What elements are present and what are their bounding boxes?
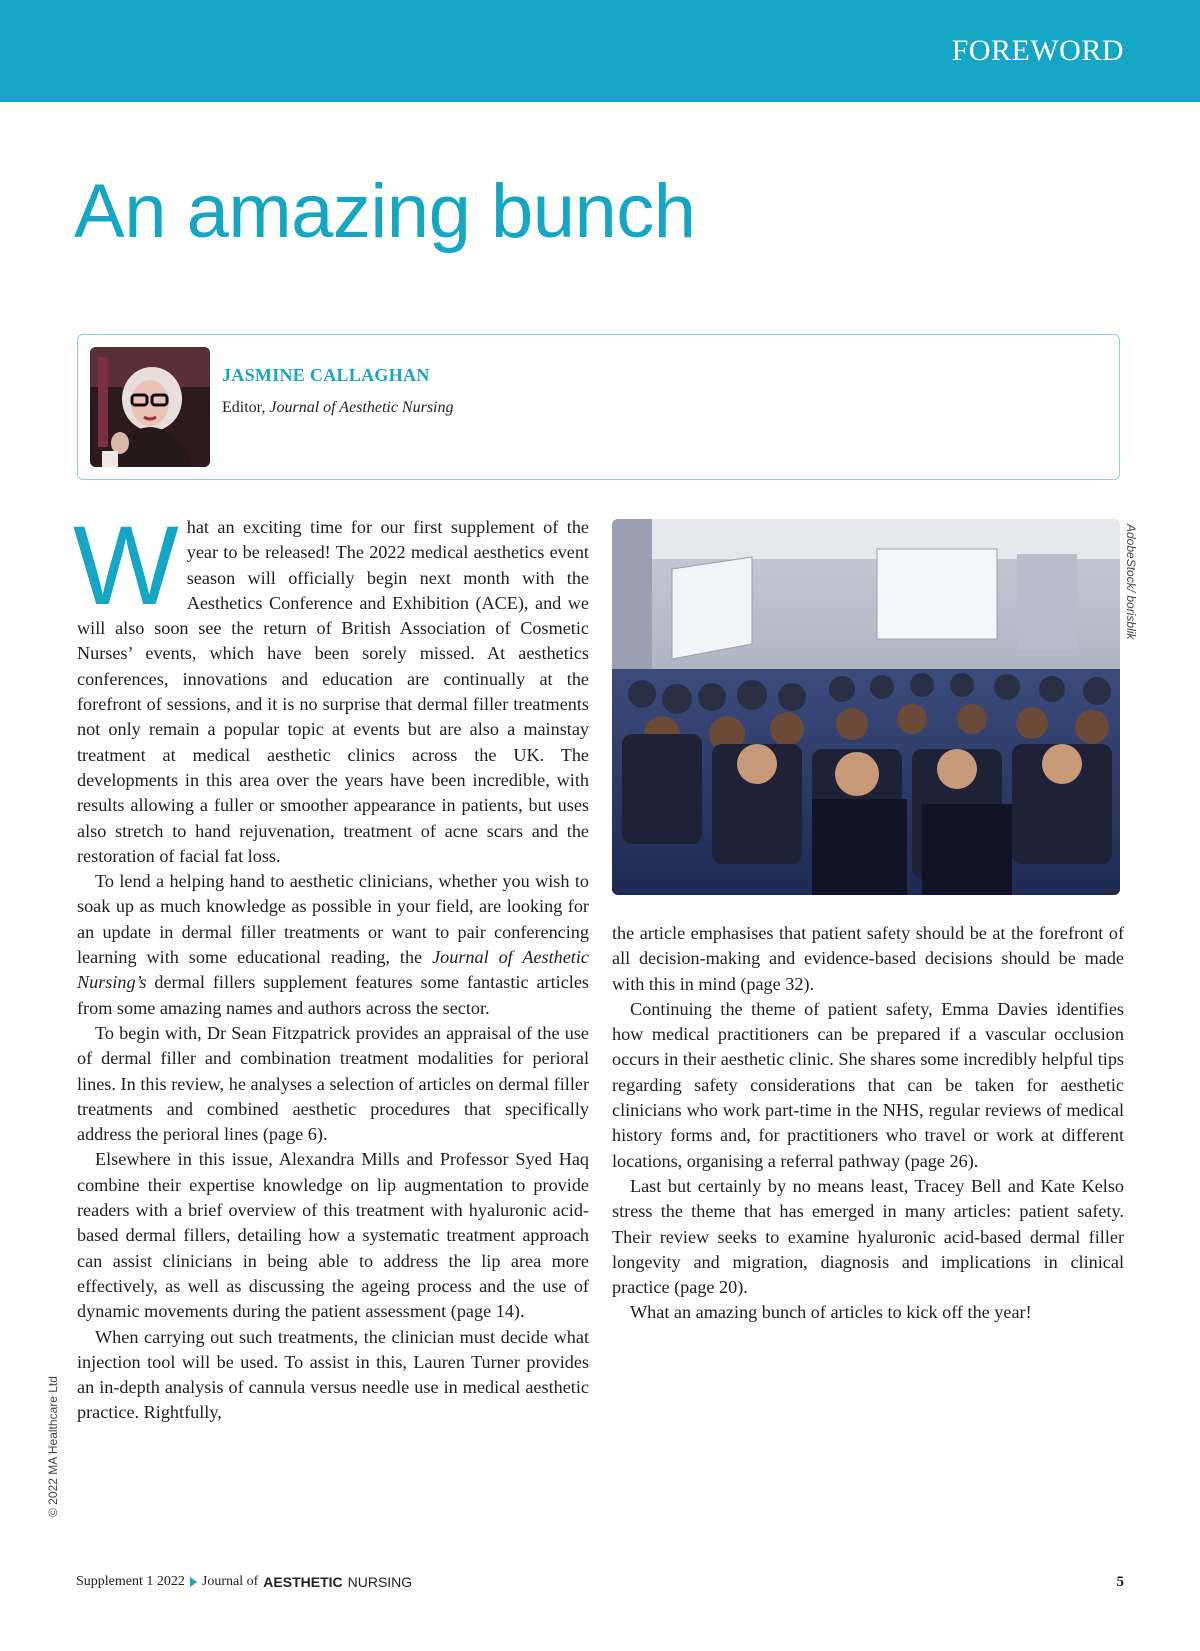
author-box: [77, 334, 1120, 480]
paragraph-2-italic: Journal of Aesthetic Nursing’s: [77, 947, 589, 993]
author-avatar: [90, 347, 210, 467]
paragraph-2: [77, 869, 589, 1021]
author-role-prefix: Editor,: [222, 399, 270, 416]
author-name: JASMINE CALLAGHAN: [222, 365, 430, 385]
author-role: [222, 399, 454, 417]
page-number: 5: [1116, 1574, 1124, 1590]
drop-cap: W: [73, 503, 179, 628]
author-role-journal: Journal of Aesthetic Nursing: [269, 399, 454, 416]
footer-journal-brand: AESTHETIC: [263, 1574, 343, 1590]
paragraph-5: When carrying out such treatments, the clinician must decide what injection tool will be used. To assist in this, Lauren Turner provides an in-depth analysis of cannula versus needle use in medical aesthetic practice. Rightfully,: [77, 1326, 589, 1423]
paragraph-3: To begin with, Dr Sean Fitzpatrick provides an appraisal of the use of dermal filler and combination treatment modalities for perioral lines. In this review, he analyses a selection of articles on dermal filler treatments and combined aesthetic procedures that specifically address the perioral lines (page 6).: [77, 1022, 589, 1145]
paragraph-6: Continuing the theme of patient safety, Emma Davies identifies how medical practitioners can be prepared if a vascular occlusion occurs in their aesthetic clinic. She shares some incredibly helpful tips regarding safety considerations that can be taken for aesthetic clinicians who work part-time in the NHS, regular reviews of medical history forms and, for practitioners who travel or work at different locations, organising a referral pathway (page 26).: [612, 998, 1124, 1171]
triangle-icon: [190, 1577, 197, 1587]
paragraph-5-continued: the article emphasises that patient safety should be at the forefront of all decision-making and evidence-based decisions should be made with this in mind (page 32).: [612, 923, 1124, 994]
footer-journal: [76, 1574, 412, 1590]
paragraph-4: Elsewhere in this issue, Alexandra Mills and Professor Syed Haq combine their expertise knowledge on lip augmentation to provide readers with a brief overview of this treatment with hyaluronic acid-based dermal fillers, detailing how a systematic treatment approach can assist clinicians in being able to address the lip area more effectively, as well as discussing the ageing process and the use of dynamic movements during the patient assessment (page 14).: [77, 1149, 589, 1322]
footer-journal-suffix: NURSING: [347, 1574, 413, 1590]
copyright-note: © 2022 MA Healthcare Ltd: [46, 1376, 60, 1517]
article-column-left: [73, 503, 589, 1426]
paragraph-2-a: To lend a helping hand to aesthetic clinicians, whether you wish to soak up as much knowledge as possible in your field, are looking for an update in dermal filler treatments or want to pair conferencing learning with some educational reading, the: [77, 871, 589, 968]
footer-journal-prefix: Journal of: [201, 1574, 259, 1589]
header-bar: [0, 0, 1200, 102]
section-label: FOREWORD: [951, 34, 1124, 67]
article-column-right: [612, 921, 1124, 1326]
paragraph-7: Last but certainly by no means least, Tracey Bell and Kate Kelso stress the theme that has emerged in many articles: patient safety. Their review seeks to examine hyaluronic acid-based dermal filler longevity and migration, diagnosis and implications in clinical practice (page 20).: [612, 1175, 1124, 1298]
footer-supplement: Supplement 1 2022: [76, 1574, 185, 1589]
paragraph-2-b: dermal fillers supplement features some fantastic articles from some amazing names and authors across the sector.: [77, 972, 589, 1018]
paragraph-8: What an amazing bunch of articles to kick off the year!: [630, 1302, 1032, 1323]
article-title: An amazing bunch: [74, 169, 696, 254]
photo-credit: AdobeStock/ borisblik: [1124, 524, 1138, 640]
paragraph-intro: [73, 503, 589, 869]
paragraph-intro-text: hat an exciting time for our first supplement of the year to be released! The 2022 medical aesthetics event season will officially begin next month with the Aesthetics Conference and Exhibition (ACE), and we will also soon see the return of British Association of Cosmetic Nurses’ events, which have been sorely missed. At aesthetics conferences, innovations and education are continually at the forefront of sessions, and it is no surprise that dermal filler treatments not only remain a popular topic at events but are also a mainstay treatment at medical aesthetic clinics across the UK. The developments in this area over the years have been incredible, with results allowing a fuller or smoother appearance in patients, but uses also stretch to hand rejuvenation, treatment of acne scars and the restoration of facial fat loss.: [77, 517, 589, 866]
conference-photo: [612, 519, 1120, 895]
